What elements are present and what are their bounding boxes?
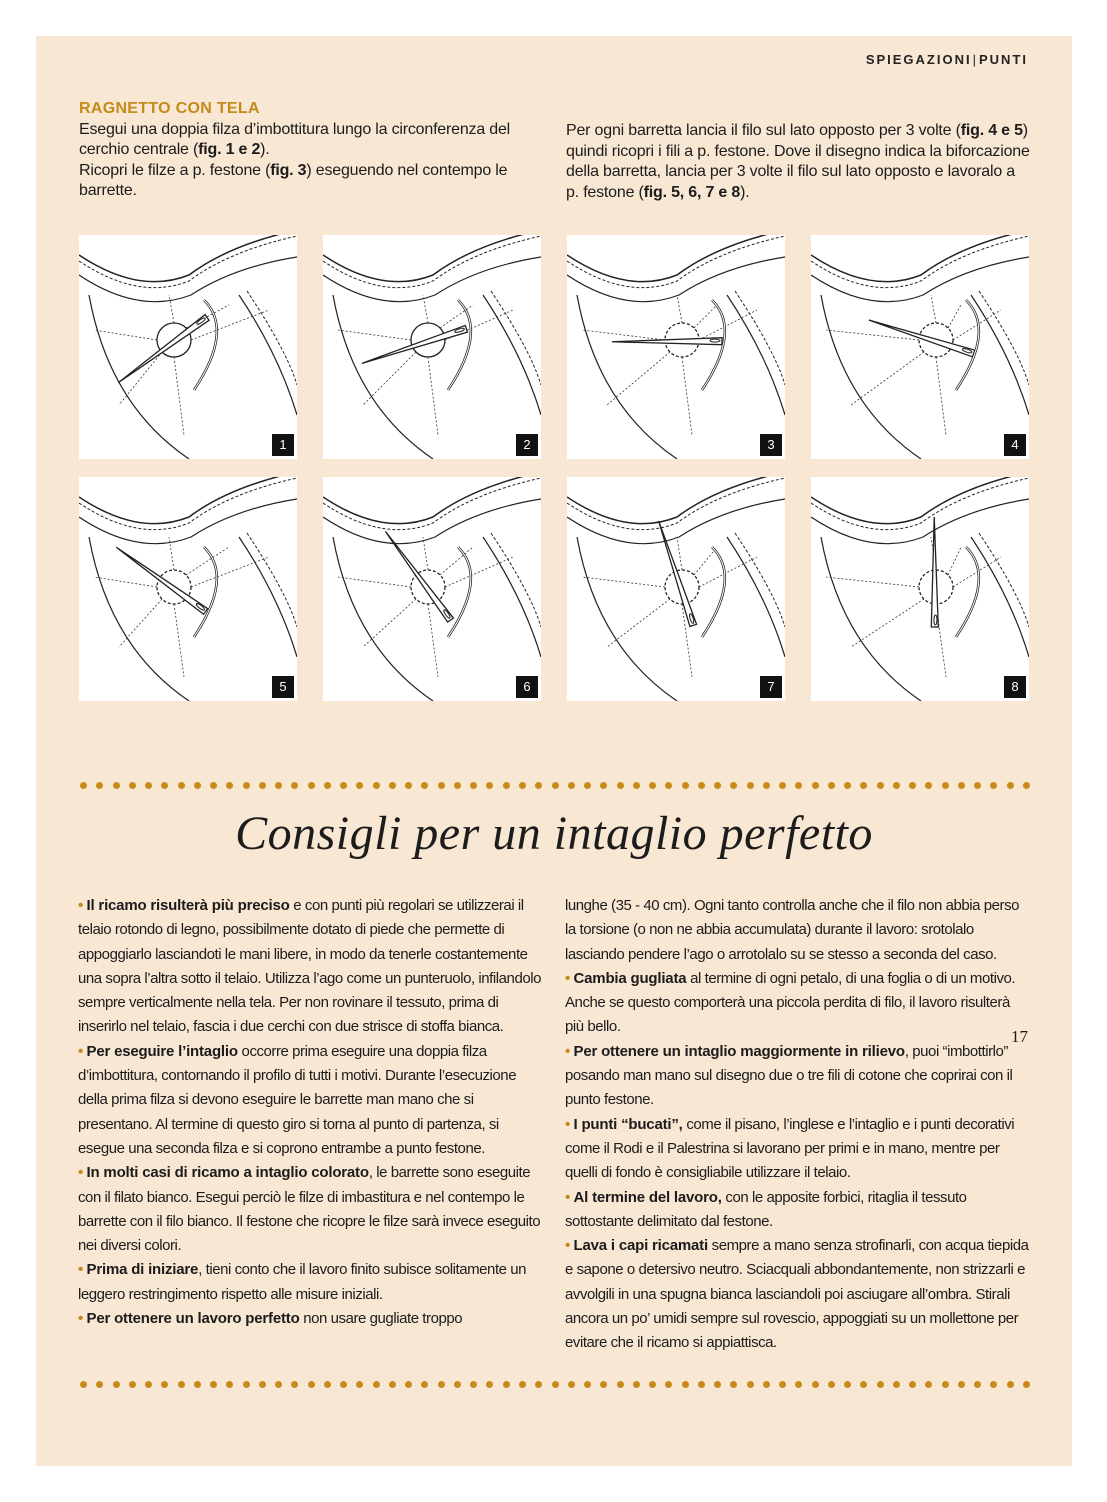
tip-heading: Per ottenere un lavoro perfetto <box>86 1310 300 1328</box>
tips-left-column <box>78 894 543 1331</box>
divider-dot <box>389 782 396 789</box>
divider-dot <box>730 782 737 789</box>
divider-dot <box>129 782 136 789</box>
divider-dot <box>990 1381 997 1388</box>
figure-1 <box>79 235 297 459</box>
divider-dot <box>698 1381 705 1388</box>
divider-dot <box>600 1381 607 1388</box>
divider-dot <box>210 782 217 789</box>
divider-dot <box>682 1381 689 1388</box>
tip-item: • Prima di iniziare, tieni conto che il lavoro finito subisce solitamente un leggero restringimento rispetto alle misure iniziali. <box>78 1261 527 1303</box>
divider-dot <box>178 1381 185 1388</box>
divider-dot <box>80 1381 87 1388</box>
divider-dot <box>210 1381 217 1388</box>
header-right: PUNTI <box>979 52 1028 67</box>
divider-dot <box>844 1381 851 1388</box>
divider-dot <box>96 1381 103 1388</box>
stitch-diagram-icon <box>323 235 541 459</box>
figure-3 <box>567 235 785 459</box>
magazine-page <box>36 36 1072 1466</box>
divider-dot <box>275 782 282 789</box>
instruction-bold: fig. 1 e 2 <box>198 141 261 158</box>
divider-dot <box>535 782 542 789</box>
tip-heading: Prima di iniziare <box>86 1261 199 1279</box>
bullet-icon: • <box>565 1188 574 1206</box>
divider-dot <box>324 782 331 789</box>
divider-dot <box>194 782 201 789</box>
divider-dot <box>1023 1381 1030 1388</box>
tip-item: • Al termine del lavoro, con le apposite forbici, ritaglia il tessuto sottostante delimitato dal festone. <box>565 1188 967 1230</box>
divider-dot <box>178 782 185 789</box>
stitch-diagram-icon <box>811 235 1029 459</box>
instructions-left-text: Esegui una doppia filza d’imbottitura lungo la circonferenza del cerchio centrale (fig. 1 e 2). Ricopri le filze a p. festone (fig. 3) eseguendo nel contempo le barrette. <box>79 120 511 199</box>
divider-dot <box>454 1381 461 1388</box>
figure-7 <box>567 477 785 701</box>
divider-dot <box>340 1381 347 1388</box>
tip-item: lunghe (35 - 40 cm). Ogni tanto controlla anche che il filo non abbia perso la torsione (o non ne abbia accumulata) durante il lavoro: srotolalo lasciando pendere l’ago o arrotolalo su se stesso a seconda del caso. <box>565 897 1020 963</box>
divider-dot <box>503 782 510 789</box>
divider-dot <box>243 782 250 789</box>
divider-dot <box>649 782 656 789</box>
page-number: 17 <box>1011 1027 1028 1046</box>
divider-dot <box>470 782 477 789</box>
divider-dot <box>259 782 266 789</box>
figure-number: 3 <box>760 434 782 456</box>
figure-number: 6 <box>516 676 538 698</box>
divider-dot <box>438 1381 445 1388</box>
tip-heading: Al termine del lavoro, <box>573 1188 722 1206</box>
figure-number: 1 <box>272 434 294 456</box>
divider-dot <box>421 1381 428 1388</box>
divider-dot <box>747 782 754 789</box>
divider-dot <box>860 782 867 789</box>
stitch-diagram-icon <box>79 477 297 701</box>
divider-dot <box>405 782 412 789</box>
instruction-bold: fig. 5, 6, 7 e 8 <box>643 183 741 201</box>
bullet-icon: • <box>78 897 87 914</box>
bullet-icon: • <box>565 969 574 987</box>
divider-dot <box>714 1381 721 1388</box>
figure-6 <box>323 477 541 701</box>
figure-number: 4 <box>1004 434 1026 456</box>
divider-dot <box>779 1381 786 1388</box>
instructions-right-text: Per ogni barretta lancia il filo sul lato opposto per 3 volte (fig. 4 e 5) quindi ricopri i fili a p. festone. Dove il disegno indica la biforcazione della barretta, lancia per 3 volte il filo sul lato opposto e lavoralo a p. festone (fig. 5, 6, 7 e 8). <box>566 122 1030 201</box>
divider-dot <box>340 782 347 789</box>
divider-dot <box>80 782 87 789</box>
figure-8 <box>811 477 1029 701</box>
divider-dot <box>877 1381 884 1388</box>
tip-item: • Il ricamo risulterà più preciso e con punti più regolari se utilizzerai il telaio rotondo di legno, possibilmente dotato di piede che permette di appoggiarlo lasciandoti le mani libere, in modo da tenerle costantemente una sopra l’altra sotto il telaio. Utilizza l’ago come un punteruolo, infilandolo sempre verticalmente nella tela. Per non rovinare il tessuto, prima di inserirlo nel telaio, fascia i due cerchi con due strisce di stoffa bianca. <box>78 897 542 1036</box>
divider-dot <box>795 782 802 789</box>
figure-5 <box>79 477 297 701</box>
stitch-diagram-icon <box>323 477 541 701</box>
divider-dot <box>291 1381 298 1388</box>
tip-item: • Cambia gugliata al termine di ogni petalo, di una foglia o di un motivo. Anche se questo comporterà una piccola perdita di filo, il lavoro risulterà più bello. <box>565 969 1016 1036</box>
divider-dot <box>438 782 445 789</box>
instructions-left <box>79 99 543 202</box>
divider-dot <box>763 1381 770 1388</box>
divider-dot <box>454 782 461 789</box>
tip-heading: Il ricamo risulterà più preciso <box>86 897 290 914</box>
divider-dot <box>324 1381 331 1388</box>
divider-dot <box>486 1381 493 1388</box>
divider-dot <box>356 782 363 789</box>
bullet-icon: • <box>565 1115 574 1133</box>
bullet-icon: • <box>565 1042 574 1060</box>
divider-dot <box>747 1381 754 1388</box>
divider-dot <box>828 782 835 789</box>
divider-dot <box>568 782 575 789</box>
divider-dot <box>1007 782 1014 789</box>
tips-right-column <box>565 894 1031 1356</box>
bullet-icon: • <box>78 1042 87 1060</box>
bullet-icon: • <box>78 1261 87 1279</box>
section-header: SPIEGAZIONI|PUNTI <box>865 52 1028 67</box>
stitch-diagram-icon <box>567 477 785 701</box>
divider-dot <box>877 782 884 789</box>
instruction-bold: fig. 3 <box>270 161 307 179</box>
divider-dot <box>503 1381 510 1388</box>
divider-dot <box>519 1381 526 1388</box>
divider-dot <box>584 1381 591 1388</box>
divider-dot <box>974 782 981 789</box>
stitch-figures <box>79 235 1030 701</box>
divider-dot <box>226 782 233 789</box>
section-title: RAGNETTO CON TELA <box>79 100 260 117</box>
tips-title: Consigli per un intaglio perfetto <box>235 807 873 860</box>
dotted-divider-top <box>80 782 1030 792</box>
divider-dot <box>730 1381 737 1388</box>
divider-dot <box>763 782 770 789</box>
divider-dot <box>259 1381 266 1388</box>
divider-dot <box>1007 1381 1014 1388</box>
divider-dot <box>129 1381 136 1388</box>
divider-dot <box>909 1381 916 1388</box>
divider-dot <box>145 782 152 789</box>
bullet-icon: • <box>565 1237 574 1255</box>
stitch-diagram-icon <box>811 477 1029 701</box>
divider-dot <box>925 1381 932 1388</box>
tip-heading: In molti casi di ricamo a intaglio colorato <box>86 1164 369 1182</box>
divider-dot <box>405 1381 412 1388</box>
divider-dot <box>291 782 298 789</box>
divider-dot <box>161 1381 168 1388</box>
stitch-diagram-icon <box>567 235 785 459</box>
divider-dot <box>714 782 721 789</box>
divider-dot <box>470 1381 477 1388</box>
tip-heading: Per ottenere un intaglio maggiormente in rilievo <box>573 1042 905 1060</box>
divider-dot <box>356 1381 363 1388</box>
divider-dot <box>893 1381 900 1388</box>
divider-dot <box>844 782 851 789</box>
divider-dot <box>226 1381 233 1388</box>
divider-dot <box>113 782 120 789</box>
instructions-right <box>566 121 1030 203</box>
divider-dot <box>145 1381 152 1388</box>
divider-dot <box>389 1381 396 1388</box>
divider-dot <box>535 1381 542 1388</box>
divider-dot <box>860 1381 867 1388</box>
bullet-icon: • <box>78 1164 87 1182</box>
divider-dot <box>665 1381 672 1388</box>
divider-dot <box>275 1381 282 1388</box>
tip-heading: Per eseguire l’intaglio <box>86 1042 238 1060</box>
figure-number: 8 <box>1004 676 1026 698</box>
figure-number: 5 <box>272 676 294 698</box>
divider-dot <box>828 1381 835 1388</box>
divider-dot <box>909 782 916 789</box>
divider-dot <box>974 1381 981 1388</box>
divider-dot <box>925 782 932 789</box>
divider-dot <box>633 782 640 789</box>
figure-4 <box>811 235 1029 459</box>
divider-dot <box>649 1381 656 1388</box>
divider-dot <box>373 1381 380 1388</box>
divider-dot <box>617 782 624 789</box>
divider-dot <box>161 782 168 789</box>
tip-item: • Lava i capi ricamati sempre a mano senza strofinarli, con acqua tiepida e sapone o detersivo neutro. Sciacquali abbondantemente, non strizzarli e avvolgili in una spugna bianca lasciandoli poi asciugare all’ombra. Stirali ancora un po’ umidi sempre sul rovescio, appoggiati su un mollettone per evitare che il ricamo si appiattisca. <box>565 1237 1029 1352</box>
divider-dot <box>812 782 819 789</box>
tip-item: • Per ottenere un intaglio maggiormente in rilievo, puoi “imbottirlo” posando man mano sul disegno due o tre fili di cotone che coprirai con il punto festone. <box>565 1042 1013 1109</box>
divider-dot <box>421 782 428 789</box>
divider-dot <box>194 1381 201 1388</box>
figure-number: 7 <box>760 676 782 698</box>
tip-item: • In molti casi di ricamo a intaglio colorato, le barrette sono eseguite con il filato bianco. Esegui perciò le filze di imbastitura e nel contempo le barrette con il filo bianco. Il festone che ricopre le filze sarà invece eseguito nei diversi colori. <box>78 1164 541 1255</box>
divider-dot <box>682 782 689 789</box>
divider-dot <box>698 782 705 789</box>
divider-dot <box>373 782 380 789</box>
tip-heading: I punti “bucati”, <box>573 1115 683 1133</box>
divider-dot <box>552 782 559 789</box>
divider-dot <box>243 1381 250 1388</box>
divider-dot <box>665 782 672 789</box>
divider-dot <box>812 1381 819 1388</box>
divider-dot <box>1023 782 1030 789</box>
figure-number: 2 <box>516 434 538 456</box>
divider-dot <box>942 1381 949 1388</box>
divider-dot <box>795 1381 802 1388</box>
divider-dot <box>633 1381 640 1388</box>
tip-heading: Cambia gugliata <box>573 969 687 987</box>
divider-dot <box>779 782 786 789</box>
divider-dot <box>990 782 997 789</box>
header-left: SPIEGAZIONI <box>865 52 972 67</box>
divider-dot <box>96 782 103 789</box>
tip-item: • Per ottenere un lavoro perfetto non usare gugliate troppo <box>78 1310 463 1328</box>
divider-dot <box>600 782 607 789</box>
dotted-divider-bottom <box>80 1381 1030 1391</box>
divider-dot <box>568 1381 575 1388</box>
divider-dot <box>519 782 526 789</box>
divider-dot <box>308 1381 315 1388</box>
divider-dot <box>308 782 315 789</box>
figure-2 <box>323 235 541 459</box>
divider-dot <box>486 782 493 789</box>
divider-dot <box>617 1381 624 1388</box>
instruction-bold: fig. 4 e 5 <box>960 122 1023 139</box>
tip-item: • I punti “bucati”, come il pisano, l’inglese e l’intaglio e i punti decorativi come il Rodi e il Palestrina si lavorano per primi e in mano, mentre per quelli di fondo è consigliabile utilizzare il telaio. <box>565 1115 1015 1182</box>
tip-heading: Lava i capi ricamati <box>573 1237 708 1255</box>
divider-dot <box>958 782 965 789</box>
bullet-icon: • <box>78 1310 87 1328</box>
divider-dot <box>893 782 900 789</box>
divider-dot <box>552 1381 559 1388</box>
divider-dot <box>958 1381 965 1388</box>
divider-dot <box>942 782 949 789</box>
divider-dot <box>584 782 591 789</box>
divider-dot <box>113 1381 120 1388</box>
stitch-diagram-icon <box>79 235 297 459</box>
tip-item: • Per eseguire l’intaglio occorre prima eseguire una doppia filza d’imbottitura, contornando il profilo di tutti i motivi. Durante l’esecuzione della prima filza si devono eseguire le barrette man mano che si presentano. Al termine di questo giro si torna al punto di partenza, si esegue una seconda filza e si coprono entrambe a punto festone. <box>78 1042 517 1157</box>
